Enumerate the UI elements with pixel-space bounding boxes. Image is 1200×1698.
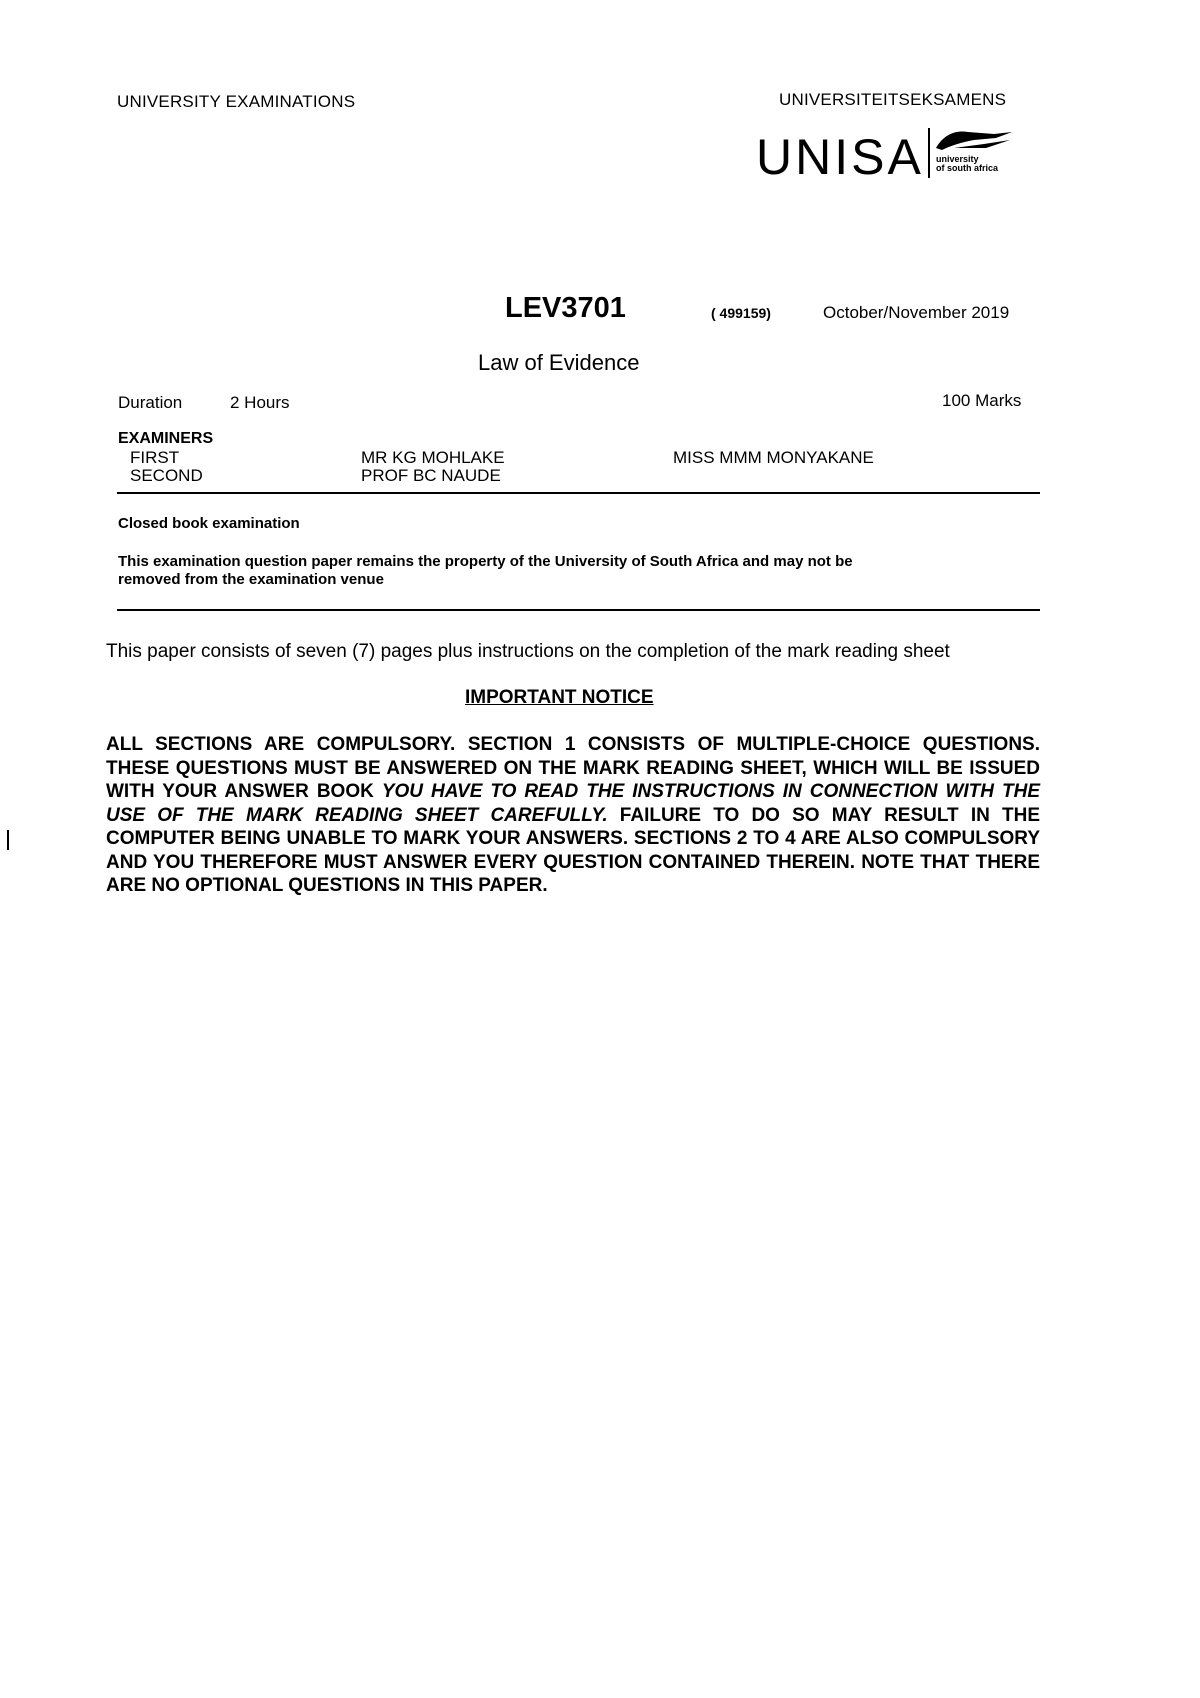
notice-part2-italic: YOU HAVE TO READ THE INSTRUCTIONS IN CONNECTION WITH THE USE OF THE MARK READING SHEET CAREFULLY.: [106, 781, 1040, 826]
property-notice-line1: This examination question paper remains the property of the University of South Africa and may not be: [118, 553, 853, 570]
course-code: LEV3701: [505, 292, 626, 324]
notice-part1: ALL SECTIONS ARE COMPULSORY. SECTION 1 CONSISTS OF MULTIPLE-CHOICE QUESTIONS. THESE QUESTIONS MUST BE ANSWERED ON THE MARK READING SHEET, WHICH WILL BE ISSUED WITH YOUR ANSWER BOOK: [106, 734, 1040, 802]
divider-bottom: [117, 609, 1040, 611]
course-name: Law of Evidence: [478, 350, 640, 375]
total-marks: 100 Marks: [942, 391, 1022, 410]
logo-tagline: [936, 155, 998, 173]
notice-body: [106, 733, 1040, 898]
notice-part3: FAILURE TO DO SO MAY RESULT IN THE COMPUTER BEING UNABLE TO MARK YOUR ANSWERS. SECTIONS 2 TO 4 ARE ALSO COMPULSORY AND YOU THEREFORE MUST ANSWER EVERY QUESTION CONTAINED THEREIN. NOTE THAT THERE ARE NO OPTIONAL QUESTIONS IN THIS PAPER.: [106, 804, 1041, 896]
logo-wordmark: UNISA: [756, 129, 924, 185]
course-id: ( 499159): [711, 305, 771, 321]
examiner-second-label: SECOND: [130, 466, 203, 485]
closed-book-note: Closed book examination: [118, 515, 300, 532]
examiners-heading: EXAMINERS: [118, 430, 214, 447]
property-notice-line2: removed from the examination venue: [118, 571, 384, 588]
divider-top: [117, 492, 1040, 494]
duration-label: Duration: [118, 393, 183, 412]
paper-intro: This paper consists of seven (7) pages plus instructions on the completion of the mark reading sheet: [106, 641, 950, 662]
header-right-title: UNIVERSITEITSEKSAMENS: [779, 90, 1007, 109]
logo-tagline-line2: of south africa: [936, 163, 999, 173]
header-left-title: UNIVERSITY EXAMINATIONS: [117, 92, 356, 111]
duration-value: 2 Hours: [230, 393, 290, 412]
exam-session: October/November 2019: [823, 303, 1010, 322]
examiner-first-label: FIRST: [130, 448, 180, 467]
examiner-first-name-1: MR KG MOHLAKE: [361, 448, 505, 467]
examiner-first-name-2: MISS MMM MONYAKANE: [673, 448, 874, 467]
logo-divider: [928, 128, 930, 178]
logo-bird-icon: [934, 126, 1014, 154]
examiner-second-name-1: PROF BC NAUDE: [361, 466, 501, 485]
unisa-logo: [756, 124, 1016, 186]
logo-tagline-line1: university: [936, 154, 979, 164]
margin-mark: [7, 830, 9, 850]
property-notice: [118, 553, 1018, 589]
notice-title: IMPORTANT NOTICE: [465, 687, 654, 708]
